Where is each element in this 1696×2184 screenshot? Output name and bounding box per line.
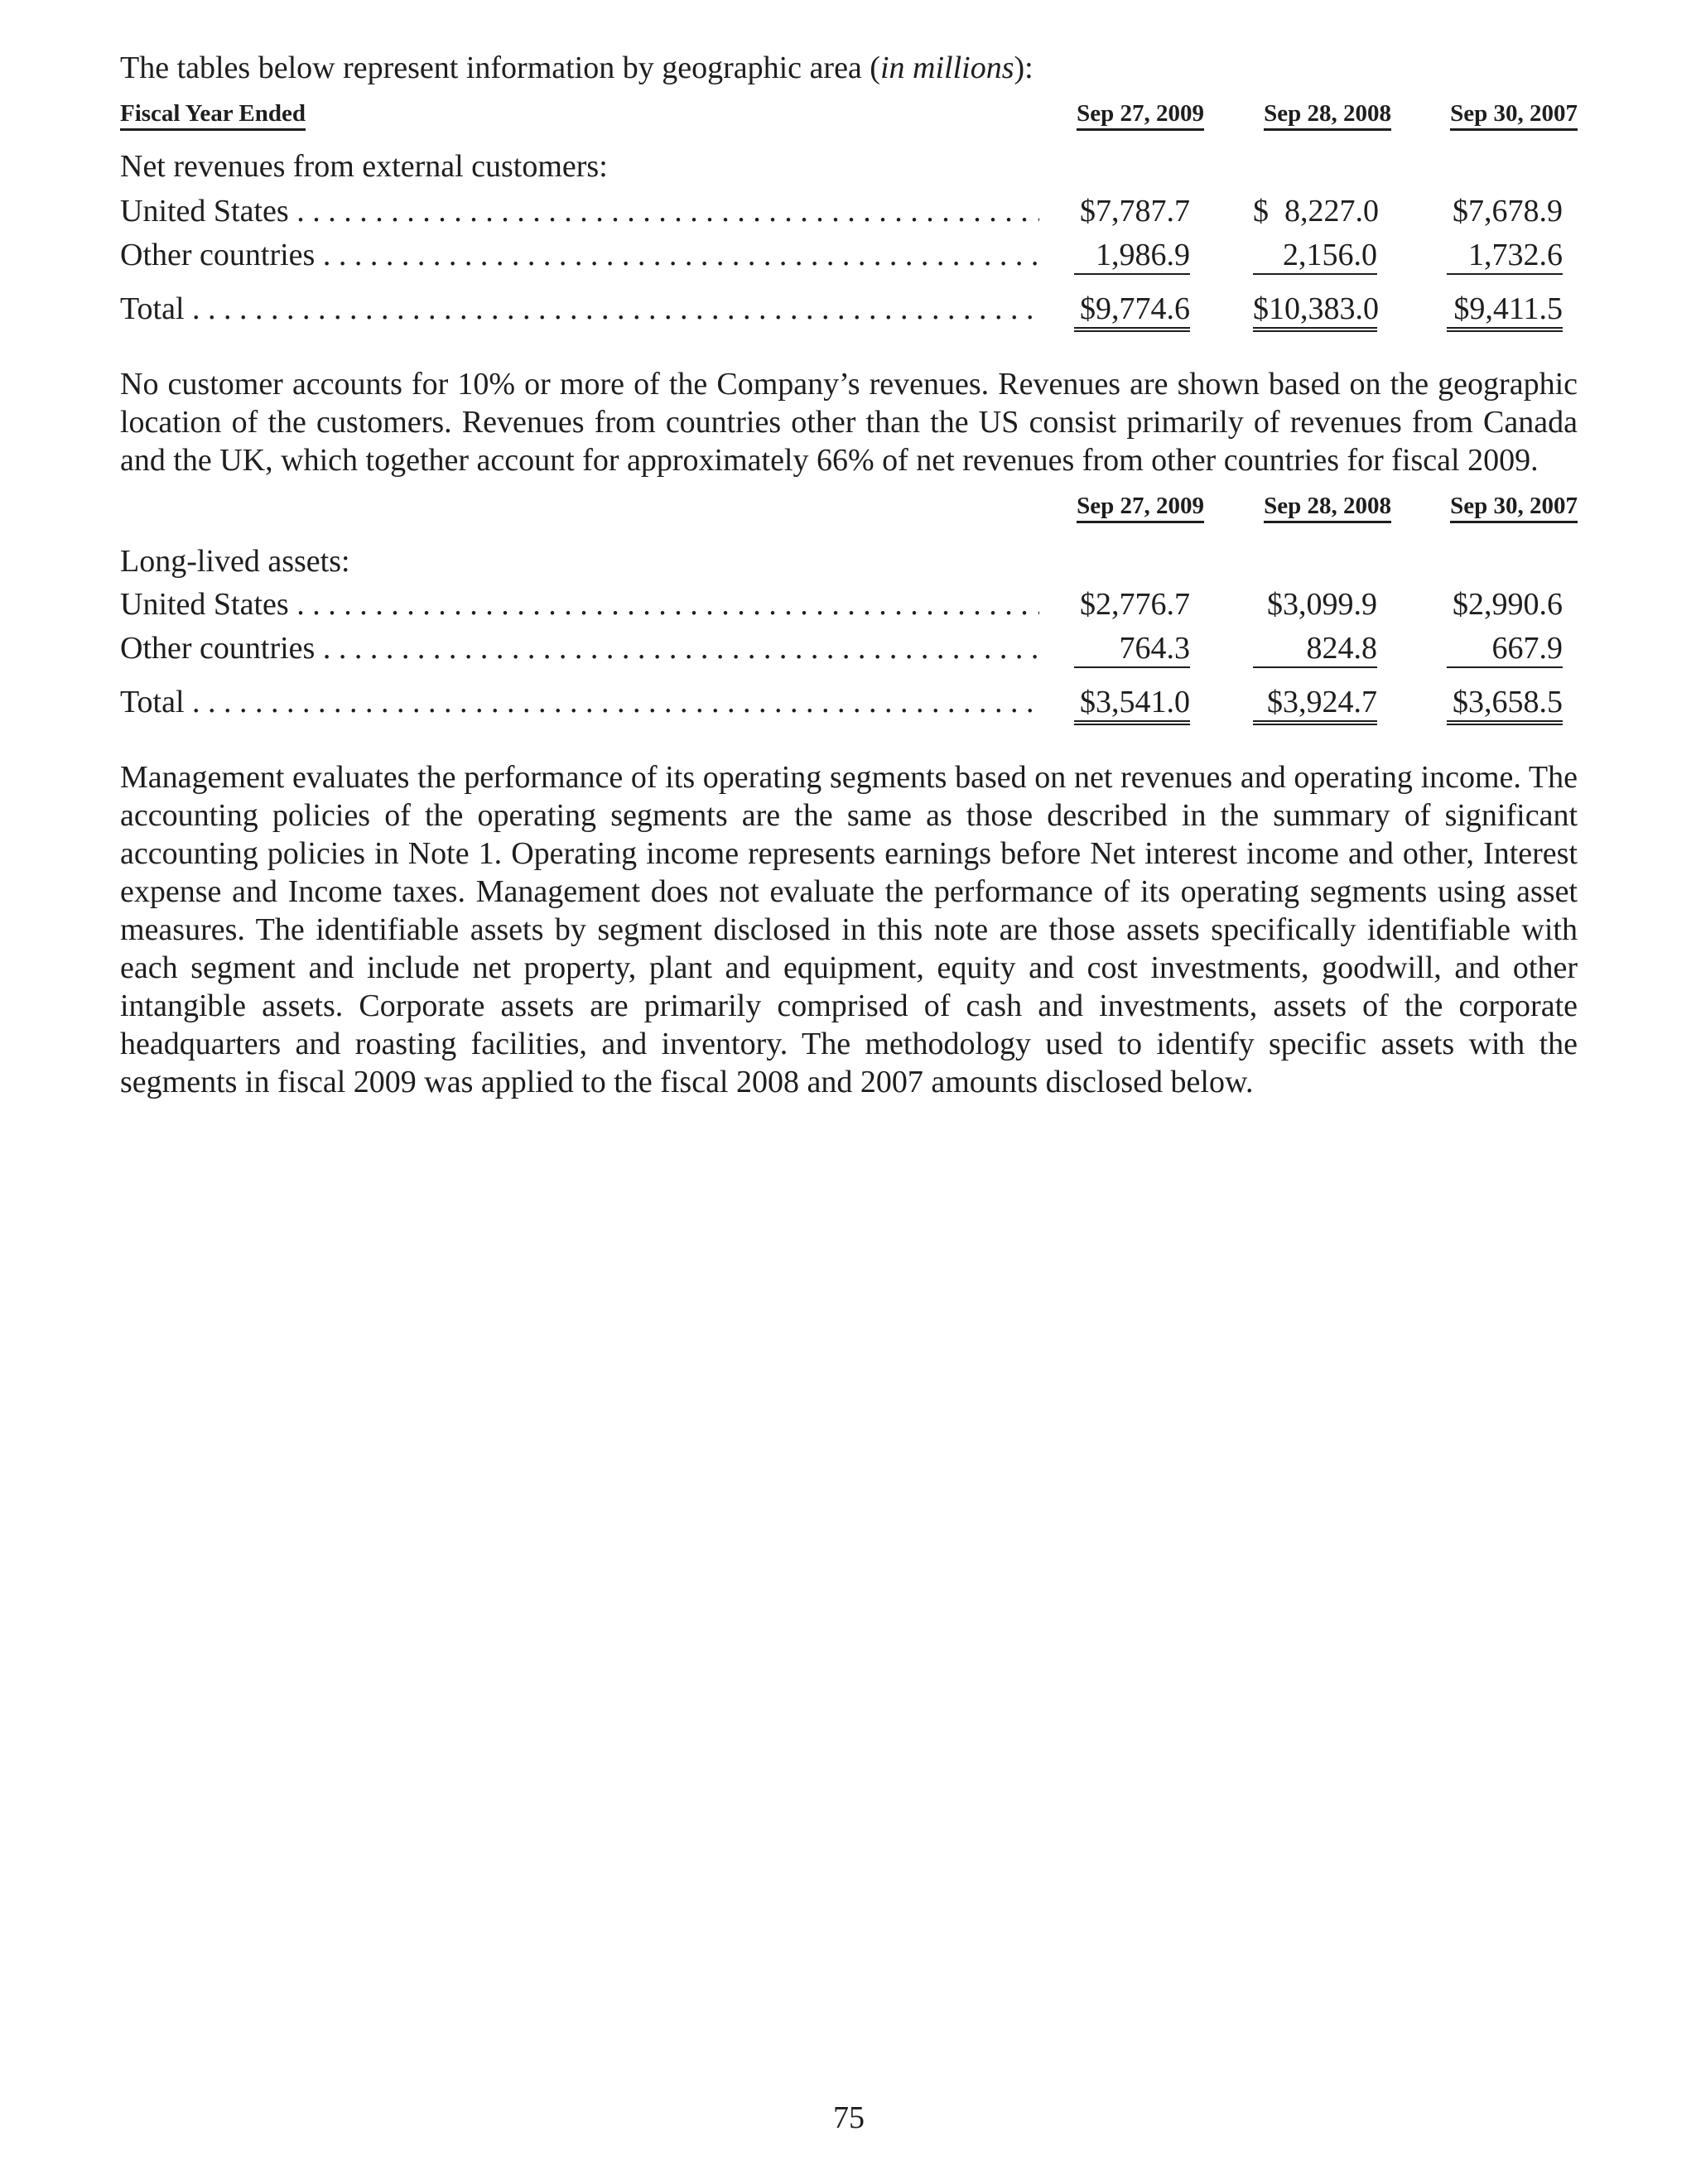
- column-header-2007: Sep 30, 2007: [1450, 492, 1578, 523]
- row-label: Total . . .: [120, 289, 1039, 329]
- row-label: United States . . .: [120, 584, 1039, 624]
- table-row-total: [120, 289, 1578, 329]
- row-label: Total . . .: [120, 682, 1039, 722]
- row-label: Other countries . . .: [120, 235, 1039, 275]
- cell-value: $7,787.7: [1080, 194, 1190, 229]
- intro-text-end: ):: [1014, 51, 1034, 85]
- cell-value: 2,156.0: [1253, 235, 1377, 275]
- column-header-2009: Sep 27, 2009: [1077, 99, 1204, 131]
- section-label-row: [120, 541, 1578, 581]
- page-number: 75: [833, 2100, 865, 2135]
- cell-value: $2,990.6: [1453, 587, 1563, 622]
- table-row: [120, 235, 1578, 275]
- paragraph: No customer accounts for 10% or more of the Company’s revenues. Revenues are shown based on the geographic location of the customers. Revenues from countries other than the US consist primarily of revenues from Canada and the UK, which together account for approximately 66% of net revenues from other countries for fiscal 2009.: [120, 367, 1578, 478]
- cell-value: $3,541.0: [1074, 682, 1190, 725]
- section-label: Net revenues from external customers:: [120, 149, 608, 184]
- column-header-2008: Sep 28, 2008: [1264, 492, 1391, 523]
- cell-value: $2,776.7: [1080, 587, 1190, 622]
- section-label: Long-lived assets:: [120, 544, 350, 579]
- intro-units: in millions: [879, 51, 1014, 85]
- cell-value: $9,411.5: [1447, 289, 1563, 332]
- column-header-2007: Sep 30, 2007: [1450, 99, 1578, 131]
- section-label-row: [120, 147, 1578, 186]
- row-label: United States . . .: [120, 191, 1039, 231]
- column-header-2009: Sep 27, 2009: [1077, 492, 1204, 523]
- intro-text: The tables below represent information by geographic area (: [120, 51, 880, 85]
- table-row: [120, 584, 1578, 624]
- cell-value: $3,099.9: [1267, 587, 1377, 622]
- cell-value: 1,986.9: [1074, 235, 1190, 275]
- cell-value: 1,732.6: [1447, 235, 1563, 275]
- table-row: [120, 628, 1578, 668]
- table-row-total: [120, 682, 1578, 722]
- cell-value: $9,774.6: [1074, 289, 1190, 332]
- intro-sentence: [120, 48, 1034, 88]
- cell-value: $ 8,227.0: [1253, 194, 1379, 229]
- cell-value: $3,924.7: [1253, 682, 1377, 725]
- row-label: Other countries . . .: [120, 628, 1039, 668]
- cell-value: 764.3: [1074, 628, 1190, 668]
- column-header-2008: Sep 28, 2008: [1264, 99, 1391, 131]
- cell-value: $10,383.0: [1253, 289, 1377, 332]
- cell-value: 824.8: [1253, 628, 1377, 668]
- document-page: [120, 0, 1578, 2184]
- paragraph: Management evaluates the performance of its operating segments based on net revenues and operating income. The accounting policies of the operating segments are the same as those described in the summary of significant accounting policies in Note 1. Operating income represents earnings before Net interest income and other, Interest expense and Income taxes. Management does not evaluate the performance of its operating segments using asset measures. The identifiable assets by segment disclosed in this note are those assets specifically identifiable with each segment and include net property, plant and equipment, equity and cost investments, goodwill, and other intangible assets. Corporate assets are primarily comprised of cash and investments, assets of the corporate headquarters and roasting facilities, and inventory. The methodology used to identify specific assets with the segments in fiscal 2009 was applied to the fiscal 2008 and 2007 amounts disclosed below.: [120, 760, 1578, 1099]
- fiscal-year-header: Fiscal Year Ended: [120, 99, 306, 131]
- cell-value: $3,658.5: [1447, 682, 1563, 725]
- table-row: [120, 191, 1578, 231]
- cell-value: $7,678.9: [1453, 194, 1563, 229]
- cell-value: 667.9: [1447, 628, 1563, 668]
